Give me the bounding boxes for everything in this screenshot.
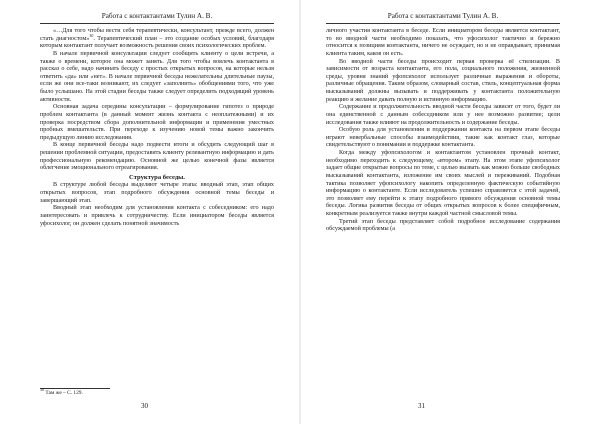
paragraph: Содержание и продолжительность вводной части беседы зависят от того, будет ли она единственной с данным собеседником или у нее возможно развитие; цели исследования также влияют на продолжительность и содержание беседы. xyxy=(326,104,560,126)
running-header: Работа с контактантами Тулин А. В. xyxy=(326,12,560,24)
page-number: 31 xyxy=(418,402,425,410)
footnote xyxy=(40,387,83,397)
quote-cont: Терапевтический план – это создание особых условий, благодаря которым контактант получает возможность решения своих психологических проблем. xyxy=(40,35,274,50)
paragraph: личного участия контактанта в беседе. Если инициатором беседы является контактант, то во вводной части необходимо показать, что уфосихолог тактично и бережно относится к позициям контактанта, ничего не осуждает, но и не оправдывает, принимая клиента таким, каков он есть. xyxy=(326,28,560,57)
paragraph: В конце первичной беседы надо подвести итоги и обсудить следующий шаг в решении проблемной ситуации, предоставить клиенту релевантную информацию и дать профессиональную рекомендацию. Основной же целью конечной фазы является облегчение эмоционального отреагирования. xyxy=(40,142,274,172)
running-header: Работа с контактантами Тулин А. В. xyxy=(40,12,274,24)
paragraph: «…Для того чтобы вести себя терапевтически, консультант, прежде всего, должен стать диагностом»$^{30}$. Терапевтический план – это создание особых условий, благодаря которым контактант получает возможность решения своих психологических проблем. xyxy=(40,28,274,50)
page-body xyxy=(40,28,274,228)
quote-text: «…Для того чтобы вести себя терапевтически, консультант, прежде всего, должен стать диагностом» xyxy=(40,28,274,42)
footnote-text: Там же – С. 129. xyxy=(45,390,83,396)
paragraph: В структуре любой беседы выделяют четыре этапа: вводный этап, этап общих открытых вопросов, этап подробного обсуждения основной темы беседы и завершающий этап. xyxy=(40,182,274,204)
footnote-rule xyxy=(40,388,110,389)
paragraph: Третий этап беседы представляет собой подробное исследование содержания обсуждаемой проблемы (а xyxy=(326,218,560,233)
paragraph: В начале первичной консультации следует сообщить клиенту о цели встречи, а также о времени, которое она может занять. Для того чтобы вовлечь контактанта в рассказ о себе, надо начинать беседу с простых открытых вопросов, на которые нельзя ответить «да» или «нет». В начале первичной беседы нежелательны длительные паузы, если же они все-таки возникают, их следует «заполнить» обобщениями того, что уже было услышано. На этой стадии беседы также следует определить подходящий уровень активности. xyxy=(40,50,274,103)
paragraph: Когда между уфопсихологом и контактантом установлен прочный контакт, необходимо переходить к следующему, «втором» этапу. На этом этапе уфопсихолог задает общие открытые вопросы по теме, с целью вызвать как можно больше свободных высказываний контактанта, изложение им своих мыслей и переживаний. Подобная тактика позволяет уфопсихологу накопить определенную фактическую событийную информацию о контактанте. Если исследователь успешно справляется с этой задачей, это позволяет ему перейти к этапу подробного прямого обсуждения основной темы беседы. Логика развития беседы от общих открытых вопросов к более специфичным, конкретным реализуется также внутри каждой частной смысловой темы. xyxy=(326,150,560,217)
paragraph: Вводный этап необходим для установления контакта с собеседником: его надо заинтересовать и привлечь к сотрудничеству. Если инициатором беседы является уфосихолог, он должен сделать понятной значимость xyxy=(40,205,274,227)
paragraph: Особую роль для установления и поддержания контакта на первом этапе беседы играют невербальные способы взаимодействия, такие как контакт глаз, которые свидетельствуют о понимании и поддержке контактанта. xyxy=(326,127,560,149)
footnote-ref: 30 xyxy=(89,32,94,38)
footnote-number: 30 xyxy=(40,387,44,393)
page-body xyxy=(326,28,560,234)
paragraph: Основная задача середины консультации – формулирование гипотез о природе проблем контактанта (в данный момент жизнь контакта с неоплатежными) и их проверка посредством сбора дополнительной информации и применения уместных пробных вмешательств. При переходе к изучению новой темы важно закончить предыдущую линию исследования. xyxy=(40,104,274,141)
section-title: Структура беседы. xyxy=(129,173,185,181)
page-number: 30 xyxy=(141,402,148,410)
right-page xyxy=(300,0,600,424)
paragraph: Во вводной части беседы происходит первая проверка её стилизации. В зависимости от возраста контактанта, его пола, социального положения, жизненной среды, уровня знаний уфопсихолог использует различные выражения и обороты, различные обращения. Таким образом, словарный состав, стиль, концептуальная форма высказываний должны вызывать и поддерживать у контактанта положительную реакцию и желание давать полную и истинную информацию. xyxy=(326,58,560,103)
